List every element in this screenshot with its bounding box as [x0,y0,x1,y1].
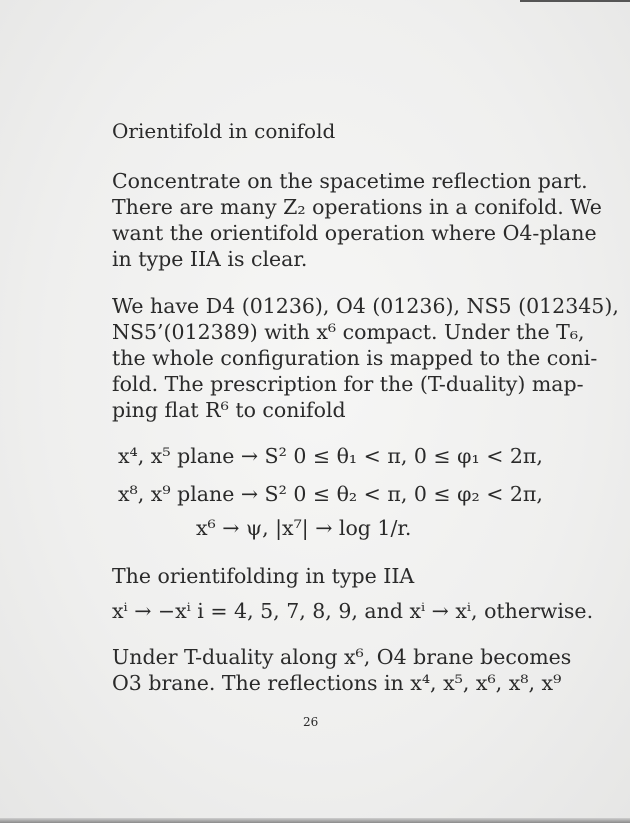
text-line: fold. The prescription for the (T-duality) map- [112,372,584,396]
text-line: the whole configuration is mapped to the coni- [112,346,598,370]
text-line: We have D4 (01236), O4 (01236), NS5 (012345), [112,294,619,318]
equation-theta1-phi1: x⁴, x⁵ plane → S² 0 ≤ θ₁ < π, 0 ≤ φ₁ < 2π, [118,444,543,468]
text-line: NS5’(012389) with x⁶ compact. Under the T₆, [112,320,585,344]
text-line: Concentrate on the spacetime reflection part. [112,169,588,193]
equation-psi-log: x⁶ → ψ, |x⁷| → log 1/r. [196,516,412,540]
text-line: ping flat R⁶ to conifold [112,398,346,422]
equation-theta2-phi2: x⁸, x⁹ plane → S² 0 ≤ θ₂ < π, 0 ≤ φ₂ < 2π, [118,482,543,506]
text-line: Under T-duality along x⁶, O4 brane becomes [112,645,572,669]
text-line: There are many Z₂ operations in a conifold. We [112,195,602,219]
paragraph-configuration [112,293,619,423]
text-line: O3 brane. The reflections in x⁴, x⁵, x⁶, x⁸, x⁹ [112,671,562,695]
paragraph-concentrate [112,168,602,272]
scan-edge-bottom [0,818,630,823]
scan-edge-top [520,0,630,2]
orientifold-rule: xⁱ → −xⁱ i = 4, 5, 7, 8, 9, and xⁱ → xⁱ, otherwise. [112,599,594,623]
text-line: want the orientifold operation where O4-plane [112,221,597,245]
text-line: in type IIA is clear. [112,247,308,271]
page-number: 26 [303,715,319,729]
paragraph-t-duality [112,644,571,696]
section-heading: Orientifold in conifold [112,119,336,143]
paragraph-orientifolding: The orientifolding in type IIA [112,564,415,588]
